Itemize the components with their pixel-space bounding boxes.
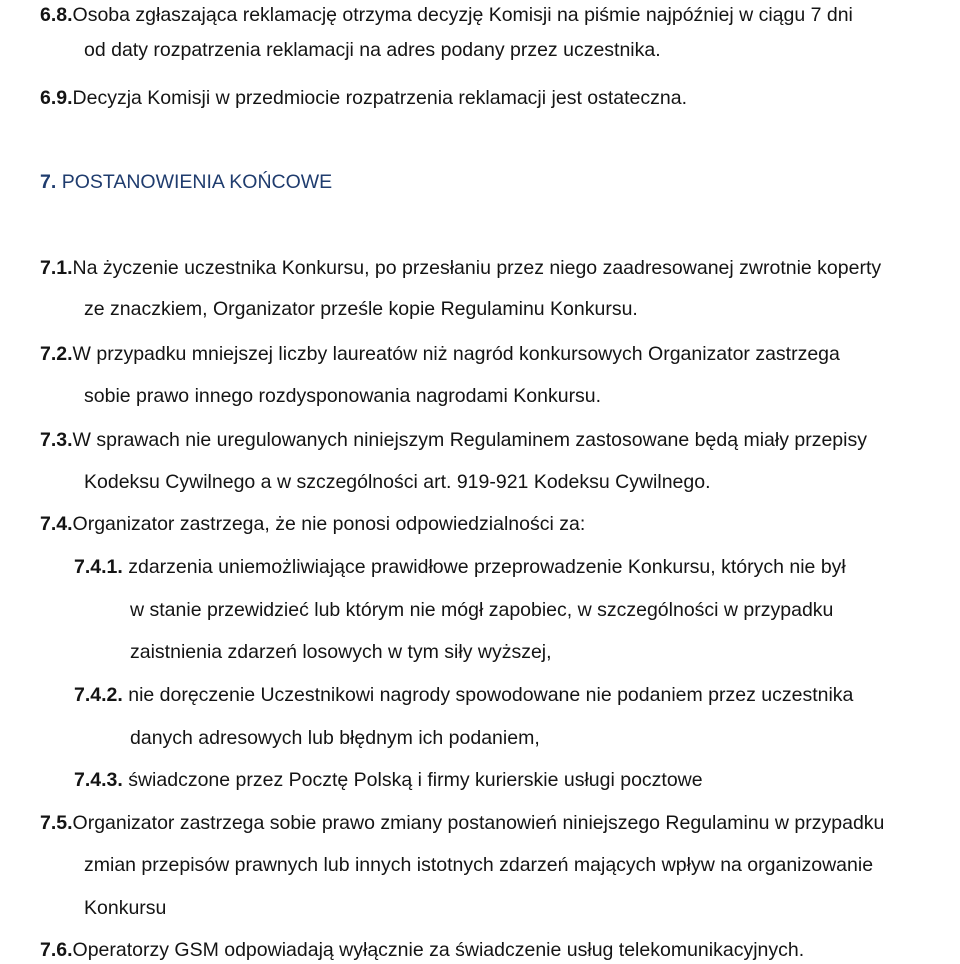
paragraph-7-1-line-2 (84, 297, 638, 321)
paragraph-text: danych adresowych lub błędnym ich podaniem, (130, 727, 540, 749)
section-heading-7 (40, 170, 332, 194)
heading-title: POSTANOWIENIA KOŃCOWE (61, 171, 333, 193)
heading-number: 7. (40, 171, 57, 193)
paragraph-7-6 (40, 938, 804, 962)
paragraph-text: Konkursu (84, 897, 167, 919)
paragraph-number: 6.9. (40, 87, 73, 109)
paragraph-text: Organizator zastrzega, że nie ponosi odpowiedzialności za: (72, 513, 586, 535)
paragraph-7-4-3 (74, 768, 703, 792)
paragraph-7-2-line-2 (84, 384, 601, 408)
paragraph-number: 7.5. (40, 812, 73, 834)
paragraph-number: 7.4. (40, 513, 73, 535)
paragraph-text: zaistnienia zdarzeń losowych w tym siły wyższej, (130, 641, 552, 663)
paragraph-7-4 (40, 512, 585, 536)
paragraph-6-8-line-2 (84, 38, 661, 62)
paragraph-7-1-line-1 (40, 256, 881, 280)
paragraph-text: ze znaczkiem, Organizator prześle kopie Regulaminu Konkursu. (84, 298, 638, 320)
paragraph-7-4-2-line-2 (130, 726, 540, 750)
paragraph-7-4-1-line-1 (74, 555, 846, 579)
paragraph-text: W przypadku mniejszej liczby laureatów niż nagród konkursowych Organizator zastrzega (72, 343, 840, 365)
paragraph-number: 7.3. (40, 429, 73, 451)
paragraph-text: od daty rozpatrzenia reklamacji na adres podany przez uczestnika. (84, 39, 661, 61)
paragraph-number: 6.8. (40, 4, 73, 26)
paragraph-text: świadczone przez Pocztę Polską i firmy kurierskie usługi pocztowe (128, 769, 703, 791)
paragraph-6-9 (40, 86, 687, 110)
paragraph-text: Organizator zastrzega sobie prawo zmiany postanowień niniejszego Regulaminu w przypadku (72, 812, 885, 834)
paragraph-text: nie doręczenie Uczestnikowi nagrody spowodowane nie podaniem przez uczestnika (128, 684, 854, 706)
paragraph-7-4-2-line-1 (74, 683, 853, 707)
paragraph-text: Operatorzy GSM odpowiadają wyłącznie za świadczenie usług telekomunikacyjnych. (72, 939, 805, 961)
paragraph-7-5-line-2 (84, 853, 873, 877)
paragraph-text: Decyzja Komisji w przedmiocie rozpatrzenia reklamacji jest ostateczna. (72, 87, 688, 109)
paragraph-7-5-line-1 (40, 811, 884, 835)
paragraph-text: Na życzenie uczestnika Konkursu, po przesłaniu przez niego zaadresowanej zwrotnie koperty (72, 257, 882, 279)
paragraph-text: zmian przepisów prawnych lub innych istotnych zdarzeń mających wpływ na organizowanie (84, 854, 874, 876)
paragraph-text: W sprawach nie uregulowanych niniejszym Regulaminem zastosowane będą miały przepisy (72, 429, 867, 451)
paragraph-number: 7.1. (40, 257, 73, 279)
paragraph-number: 7.4.2. (74, 684, 123, 706)
paragraph-7-2-line-1 (40, 342, 840, 366)
paragraph-text: Kodeksu Cywilnego a w szczególności art. 919-921 Kodeksu Cywilnego. (84, 471, 711, 493)
paragraph-7-5-line-3 (84, 896, 166, 920)
paragraph-number: 7.4.3. (74, 769, 123, 791)
paragraph-number: 7.6. (40, 939, 73, 961)
paragraph-7-3-line-2 (84, 470, 711, 494)
paragraph-7-3-line-1 (40, 428, 867, 452)
paragraph-text: Osoba zgłaszająca reklamację otrzyma decyzję Komisji na piśmie najpóźniej w ciągu 7 dni (72, 4, 853, 26)
paragraph-7-4-1-line-3 (130, 640, 552, 664)
paragraph-7-4-1-line-2 (130, 598, 833, 622)
paragraph-text: w stanie przewidzieć lub którym nie mógł zapobiec, w szczególności w przypadku (130, 599, 834, 621)
paragraph-6-8-line-1 (40, 3, 853, 27)
paragraph-text: sobie prawo innego rozdysponowania nagrodami Konkursu. (84, 385, 602, 407)
paragraph-number: 7.2. (40, 343, 73, 365)
paragraph-text: zdarzenia uniemożliwiające prawidłowe przeprowadzenie Konkursu, których nie był (128, 556, 846, 578)
paragraph-number: 7.4.1. (74, 556, 123, 578)
